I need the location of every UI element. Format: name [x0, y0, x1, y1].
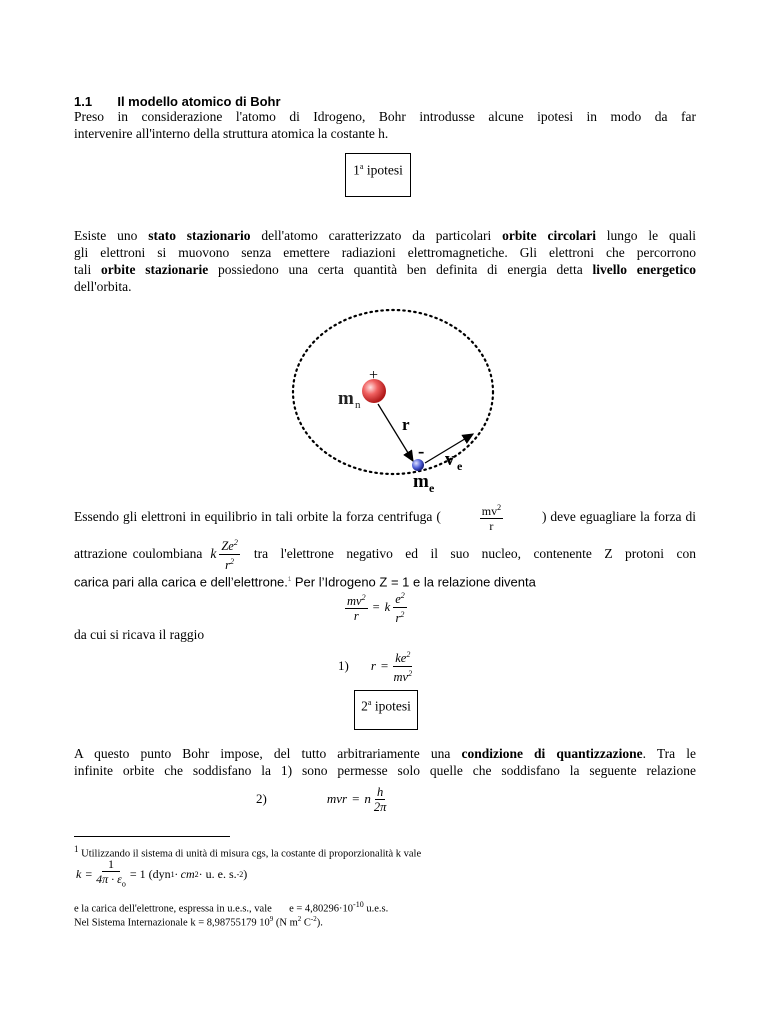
text: dell'atomo caratterizzato da particolari	[250, 228, 503, 243]
coul-num: Ze	[221, 539, 234, 554]
coul-k: k	[210, 546, 217, 561]
fk-den: 4π · ε	[96, 871, 122, 886]
eq2-lhs: mvr	[326, 791, 348, 806]
text: carica pari alla carica e dell’elettrone.	[74, 574, 288, 590]
fk-cm-exp: 2	[194, 869, 199, 879]
eq1-den: mv	[393, 669, 409, 684]
coul-num-exp: 2	[233, 538, 238, 548]
fk-close: )	[243, 866, 248, 881]
hyp1-number: 1	[353, 162, 360, 178]
term-orbite-circolari: orbite circolari	[502, 228, 596, 243]
eq-rden: r	[395, 610, 401, 625]
cf-num: mv	[481, 504, 498, 518]
eq-rdexp: 2	[400, 609, 405, 619]
fn-line3d: ).	[316, 917, 323, 929]
para2-line-2	[74, 536, 696, 572]
footnote-text: Utilizzando il sistema di unità di misura cgs, la costante di proporzionalità k vale	[81, 848, 422, 860]
footnote-k-equation	[76, 856, 247, 892]
footnote-separator	[74, 836, 230, 837]
fk-num: 1	[102, 857, 120, 872]
hyp2-label: ipotesi	[374, 698, 411, 714]
fn-line3b: (N m	[273, 917, 298, 929]
fn-line2a: e la carica dell'elettrone, espressa in u.e.s., vale	[74, 903, 272, 915]
fn-line3a: Nel Sistema Internazionale k = 8,98755179 10	[74, 917, 270, 929]
section-heading	[74, 94, 281, 109]
footnote-number: 1	[74, 844, 79, 854]
coul-den-exp: 2	[230, 556, 235, 566]
fn-line2-exp: -10	[353, 900, 364, 909]
fk-rhs: = 1 (dyn	[129, 866, 171, 881]
cf-exp: 2	[497, 503, 502, 512]
coulomb-fraction	[219, 536, 240, 571]
text: Per l’Idrogeno Z = 1 e la relazione diventa	[291, 574, 536, 590]
bohr-diagram	[280, 300, 510, 500]
fk-ues: · u. e. s.	[198, 866, 237, 881]
fk-dyn-exp: 1	[170, 869, 175, 879]
text: tali	[74, 262, 101, 277]
fn-line3c: C	[301, 917, 311, 929]
eq2-num: h	[377, 784, 384, 799]
cf-den: r	[489, 519, 494, 533]
plus-sign: +	[369, 367, 379, 384]
ve-label: v	[445, 449, 455, 470]
fk-lhs: k	[76, 866, 82, 881]
text: lungo le quali	[595, 228, 696, 243]
text: A questo punto Bohr impose, del tutto arbitrariamente una	[74, 746, 462, 761]
footnote-ref: 1	[287, 577, 292, 583]
equilibrium-equation	[345, 589, 407, 625]
para1-line-4: dell'orbita.	[74, 279, 132, 294]
para1-line-1	[74, 228, 696, 245]
para3-line-2: infinite orbite che soddisfano la 1) sono permesse solo quelle che soddisfano la seguente relazione	[74, 763, 696, 778]
r-label: r	[402, 415, 410, 434]
eq-k: k	[384, 599, 391, 614]
centrifugal-fraction	[480, 501, 503, 533]
me-sub: e	[429, 481, 435, 495]
coul-den: r	[225, 557, 231, 572]
eq1-r: r	[370, 658, 376, 673]
hyp2-sup: a	[367, 698, 372, 707]
eq2-n: n	[364, 791, 371, 806]
term-stato-stazionario: stato stazionario	[148, 228, 251, 243]
eq1-num-exp: 2	[406, 650, 411, 660]
eq1-den-exp: 2	[408, 668, 413, 678]
text: ) deve eguagliare la forza di	[541, 509, 696, 524]
eq2-label: 2)	[256, 791, 267, 806]
eq-lnum: mv	[347, 594, 362, 609]
eq-sign: =	[372, 599, 380, 614]
fn-line3-exp: 9	[269, 915, 274, 923]
fn-line3-exp3: -2	[310, 915, 317, 923]
intro-line-2: intervenire all'interno della struttura atomica la costante h.	[74, 126, 389, 141]
eq2-sign: =	[352, 791, 360, 806]
minus-sign: -	[418, 441, 425, 462]
text: Essendo gli elettroni in equilibrio in tali orbite la forza centrifuga (	[74, 509, 441, 524]
hyp1-sup: a	[359, 162, 364, 171]
hypothesis-1-box	[345, 153, 411, 197]
fn-line2c: u.e.s.	[363, 903, 389, 915]
eq-lexp: 2	[361, 592, 366, 602]
eq-rnum: e	[395, 592, 401, 607]
para2-line-1	[74, 499, 696, 535]
ve-sub: e	[457, 459, 463, 473]
fk-den-sub: o	[121, 879, 126, 889]
me-label: m	[413, 471, 429, 492]
footnote-line-3	[74, 912, 323, 931]
intro-line-1: Preso in considerazione l'atomo di Idrogeno, Bohr introdusse alcune ipotesi in modo da far	[74, 109, 696, 124]
orbit-path	[293, 310, 493, 474]
para1-line-3	[74, 262, 696, 279]
fk-ues-exp: -2	[236, 869, 244, 879]
text: Esiste uno	[74, 228, 149, 243]
fk-eq: =	[85, 866, 93, 881]
term-livello-energetico: livello energetico	[592, 262, 696, 277]
eq1-num: ke	[395, 651, 407, 666]
eq1-sign: =	[380, 658, 389, 673]
mn-label: m	[338, 388, 354, 409]
mn-sub: n	[355, 399, 361, 411]
eq1-label: 1)	[338, 658, 349, 673]
term-orbite-stazionarie: orbite stazionarie	[101, 262, 209, 277]
section-title: Il modello atomico di Bohr	[117, 94, 281, 109]
equation-1	[338, 648, 412, 684]
eq-rexp: 2	[400, 591, 405, 601]
hyp1-label: ipotesi	[366, 162, 403, 178]
para3-line-1	[74, 746, 696, 763]
fk-cm: · cm	[174, 866, 195, 881]
term-quantizzazione: condizione di quantizzazione	[461, 746, 643, 761]
text: . Tra le	[642, 746, 697, 761]
eq-lden: r	[353, 609, 359, 624]
text: tra l'elettrone negativo ed il suo nucleo, contenente Z protoni con	[253, 546, 696, 561]
fn-line2b: e = 4,80296·10	[289, 903, 354, 915]
text: possiedono una certa quantità ben definita di energia detta	[208, 262, 593, 277]
hypothesis-2-box	[354, 690, 418, 730]
hyp2-number: 2	[361, 698, 368, 714]
da-cui-line: da cui si ricava il raggio	[74, 627, 205, 642]
para2-line-3	[74, 572, 536, 590]
para1-line-2: gli elettroni si muovono senza emettere radiazioni elettromagnetiche. Gli elettroni che percorrono	[74, 245, 696, 260]
fn-line3-exp2: 2	[297, 915, 302, 923]
section-number: 1.1	[74, 94, 93, 109]
eq2-den: 2π	[373, 799, 387, 814]
text: attrazione coulombiana	[74, 546, 203, 561]
equation-2	[256, 781, 386, 817]
